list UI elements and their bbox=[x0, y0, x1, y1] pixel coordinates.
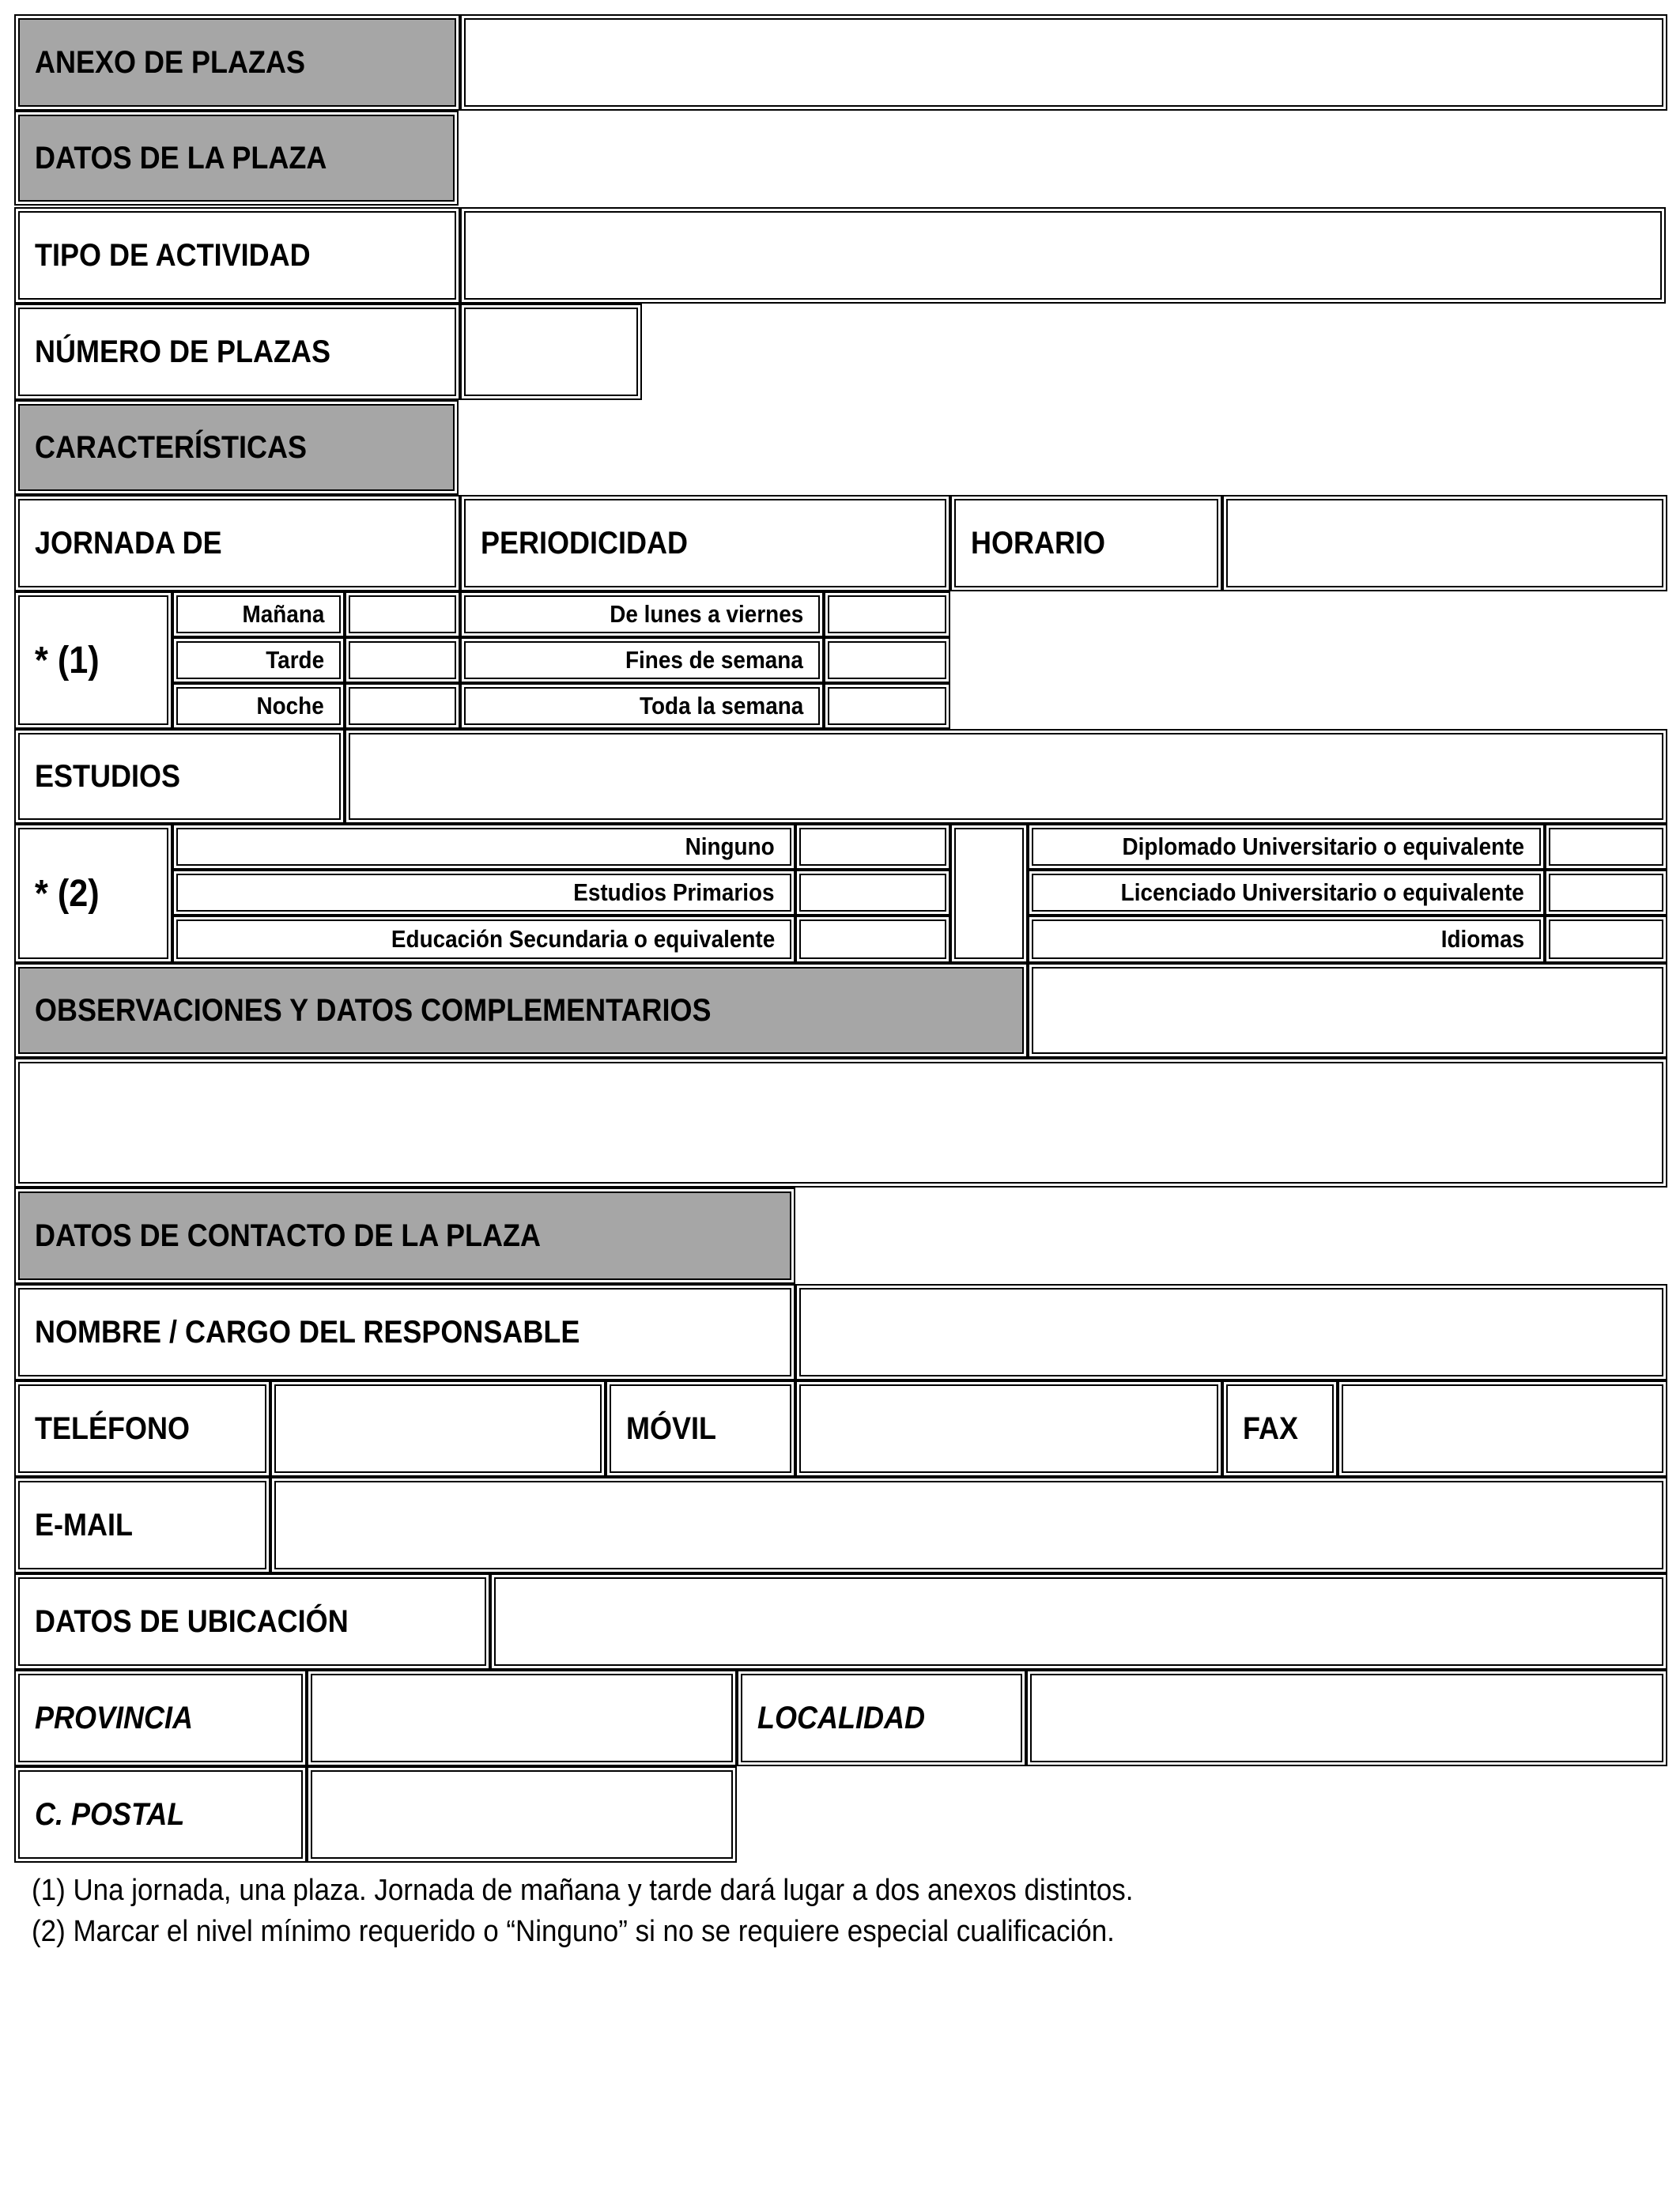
estudios-spacer bbox=[950, 824, 1028, 963]
estudios-secundaria-checkbox[interactable] bbox=[795, 916, 950, 963]
responsable-label: NOMBRE / CARGO DEL RESPONSABLE bbox=[14, 1284, 795, 1380]
postal-label: C. POSTAL bbox=[14, 1766, 307, 1863]
email-field[interactable] bbox=[270, 1477, 1667, 1573]
periodicidad-lunes-viernes-checkbox[interactable] bbox=[824, 591, 950, 637]
localidad-field[interactable] bbox=[1026, 1670, 1667, 1766]
observaciones-textarea[interactable] bbox=[14, 1058, 1667, 1188]
email-label: E-MAIL bbox=[14, 1477, 270, 1573]
note2-marker: * (2) bbox=[14, 824, 172, 963]
provincia-field[interactable] bbox=[307, 1670, 737, 1766]
fax-label: FAX bbox=[1222, 1380, 1338, 1477]
tipo-actividad-label: TIPO DE ACTIVIDAD bbox=[14, 207, 460, 304]
estudios-field[interactable] bbox=[345, 729, 1667, 824]
observaciones-header: OBSERVACIONES Y DATOS COMPLEMENTARIOS bbox=[14, 963, 1028, 1058]
movil-label: MÓVIL bbox=[606, 1380, 795, 1477]
datos-plaza-header: DATOS DE LA PLAZA bbox=[14, 111, 459, 206]
periodicidad-option-label: Fines de semana bbox=[460, 637, 824, 683]
horario-field[interactable] bbox=[1222, 495, 1667, 591]
telefono-field[interactable] bbox=[270, 1380, 606, 1477]
estudios-option-label: Idiomas bbox=[1028, 916, 1545, 963]
jornada-tarde-checkbox[interactable] bbox=[345, 637, 460, 683]
estudios-option-label: Diplomado Universitario o equivalente bbox=[1028, 824, 1545, 870]
footnote-2: (2) Marcar el nivel mínimo requerido o “Ninguno” si no se requiere especial cualificación. bbox=[32, 1915, 1115, 1948]
periodicidad-option-label: De lunes a viernes bbox=[460, 591, 824, 637]
localidad-label: LOCALIDAD bbox=[737, 1670, 1026, 1766]
estudios-option-label: Estudios Primarios bbox=[172, 870, 795, 916]
periodicidad-toda-semana-checkbox[interactable] bbox=[824, 683, 950, 729]
caracteristicas-header: CARACTERÍSTICAS bbox=[14, 400, 459, 495]
estudios-option-label: Ninguno bbox=[172, 824, 795, 870]
estudios-primarios-checkbox[interactable] bbox=[795, 870, 950, 916]
ubicacion-label: DATOS DE UBICACIÓN bbox=[14, 1573, 490, 1670]
jornada-option-label: Tarde bbox=[172, 637, 345, 683]
contacto-header: DATOS DE CONTACTO DE LA PLAZA bbox=[14, 1188, 795, 1284]
footnote-1: (1) Una jornada, una plaza. Jornada de mañana y tarde dará lugar a dos anexos distintos. bbox=[32, 1874, 1134, 1907]
postal-field[interactable] bbox=[307, 1766, 737, 1863]
anexo-plazas-field[interactable] bbox=[460, 14, 1667, 111]
numero-plazas-label: NÚMERO DE PLAZAS bbox=[14, 304, 460, 400]
note1-marker: * (1) bbox=[14, 591, 172, 729]
provincia-label: PROVINCIA bbox=[14, 1670, 307, 1766]
estudios-label: ESTUDIOS bbox=[14, 729, 345, 824]
ubicacion-field[interactable] bbox=[490, 1573, 1667, 1670]
estudios-licenciado-checkbox[interactable] bbox=[1545, 870, 1667, 916]
tipo-actividad-field[interactable] bbox=[460, 207, 1666, 304]
estudios-idiomas-checkbox[interactable] bbox=[1545, 916, 1667, 963]
estudios-option-label: Educación Secundaria o equivalente bbox=[172, 916, 795, 963]
estudios-ninguno-checkbox[interactable] bbox=[795, 824, 950, 870]
estudios-diplomado-checkbox[interactable] bbox=[1545, 824, 1667, 870]
jornada-label: JORNADA DE bbox=[14, 495, 460, 591]
telefono-label: TELÉFONO bbox=[14, 1380, 270, 1477]
jornada-option-label: Mañana bbox=[172, 591, 345, 637]
jornada-manana-checkbox[interactable] bbox=[345, 591, 460, 637]
periodicidad-fines-semana-checkbox[interactable] bbox=[824, 637, 950, 683]
horario-label: HORARIO bbox=[950, 495, 1222, 591]
jornada-noche-checkbox[interactable] bbox=[345, 683, 460, 729]
jornada-option-label: Noche bbox=[172, 683, 345, 729]
observaciones-side-field bbox=[1028, 963, 1667, 1058]
periodicidad-option-label: Toda la semana bbox=[460, 683, 824, 729]
anexo-plazas-header: ANEXO DE PLAZAS bbox=[14, 14, 460, 111]
numero-plazas-field[interactable] bbox=[460, 304, 642, 400]
fax-field[interactable] bbox=[1338, 1380, 1667, 1477]
responsable-field[interactable] bbox=[795, 1284, 1667, 1380]
periodicidad-label: PERIODICIDAD bbox=[460, 495, 950, 591]
estudios-option-label: Licenciado Universitario o equivalente bbox=[1028, 870, 1545, 916]
movil-field[interactable] bbox=[795, 1380, 1222, 1477]
